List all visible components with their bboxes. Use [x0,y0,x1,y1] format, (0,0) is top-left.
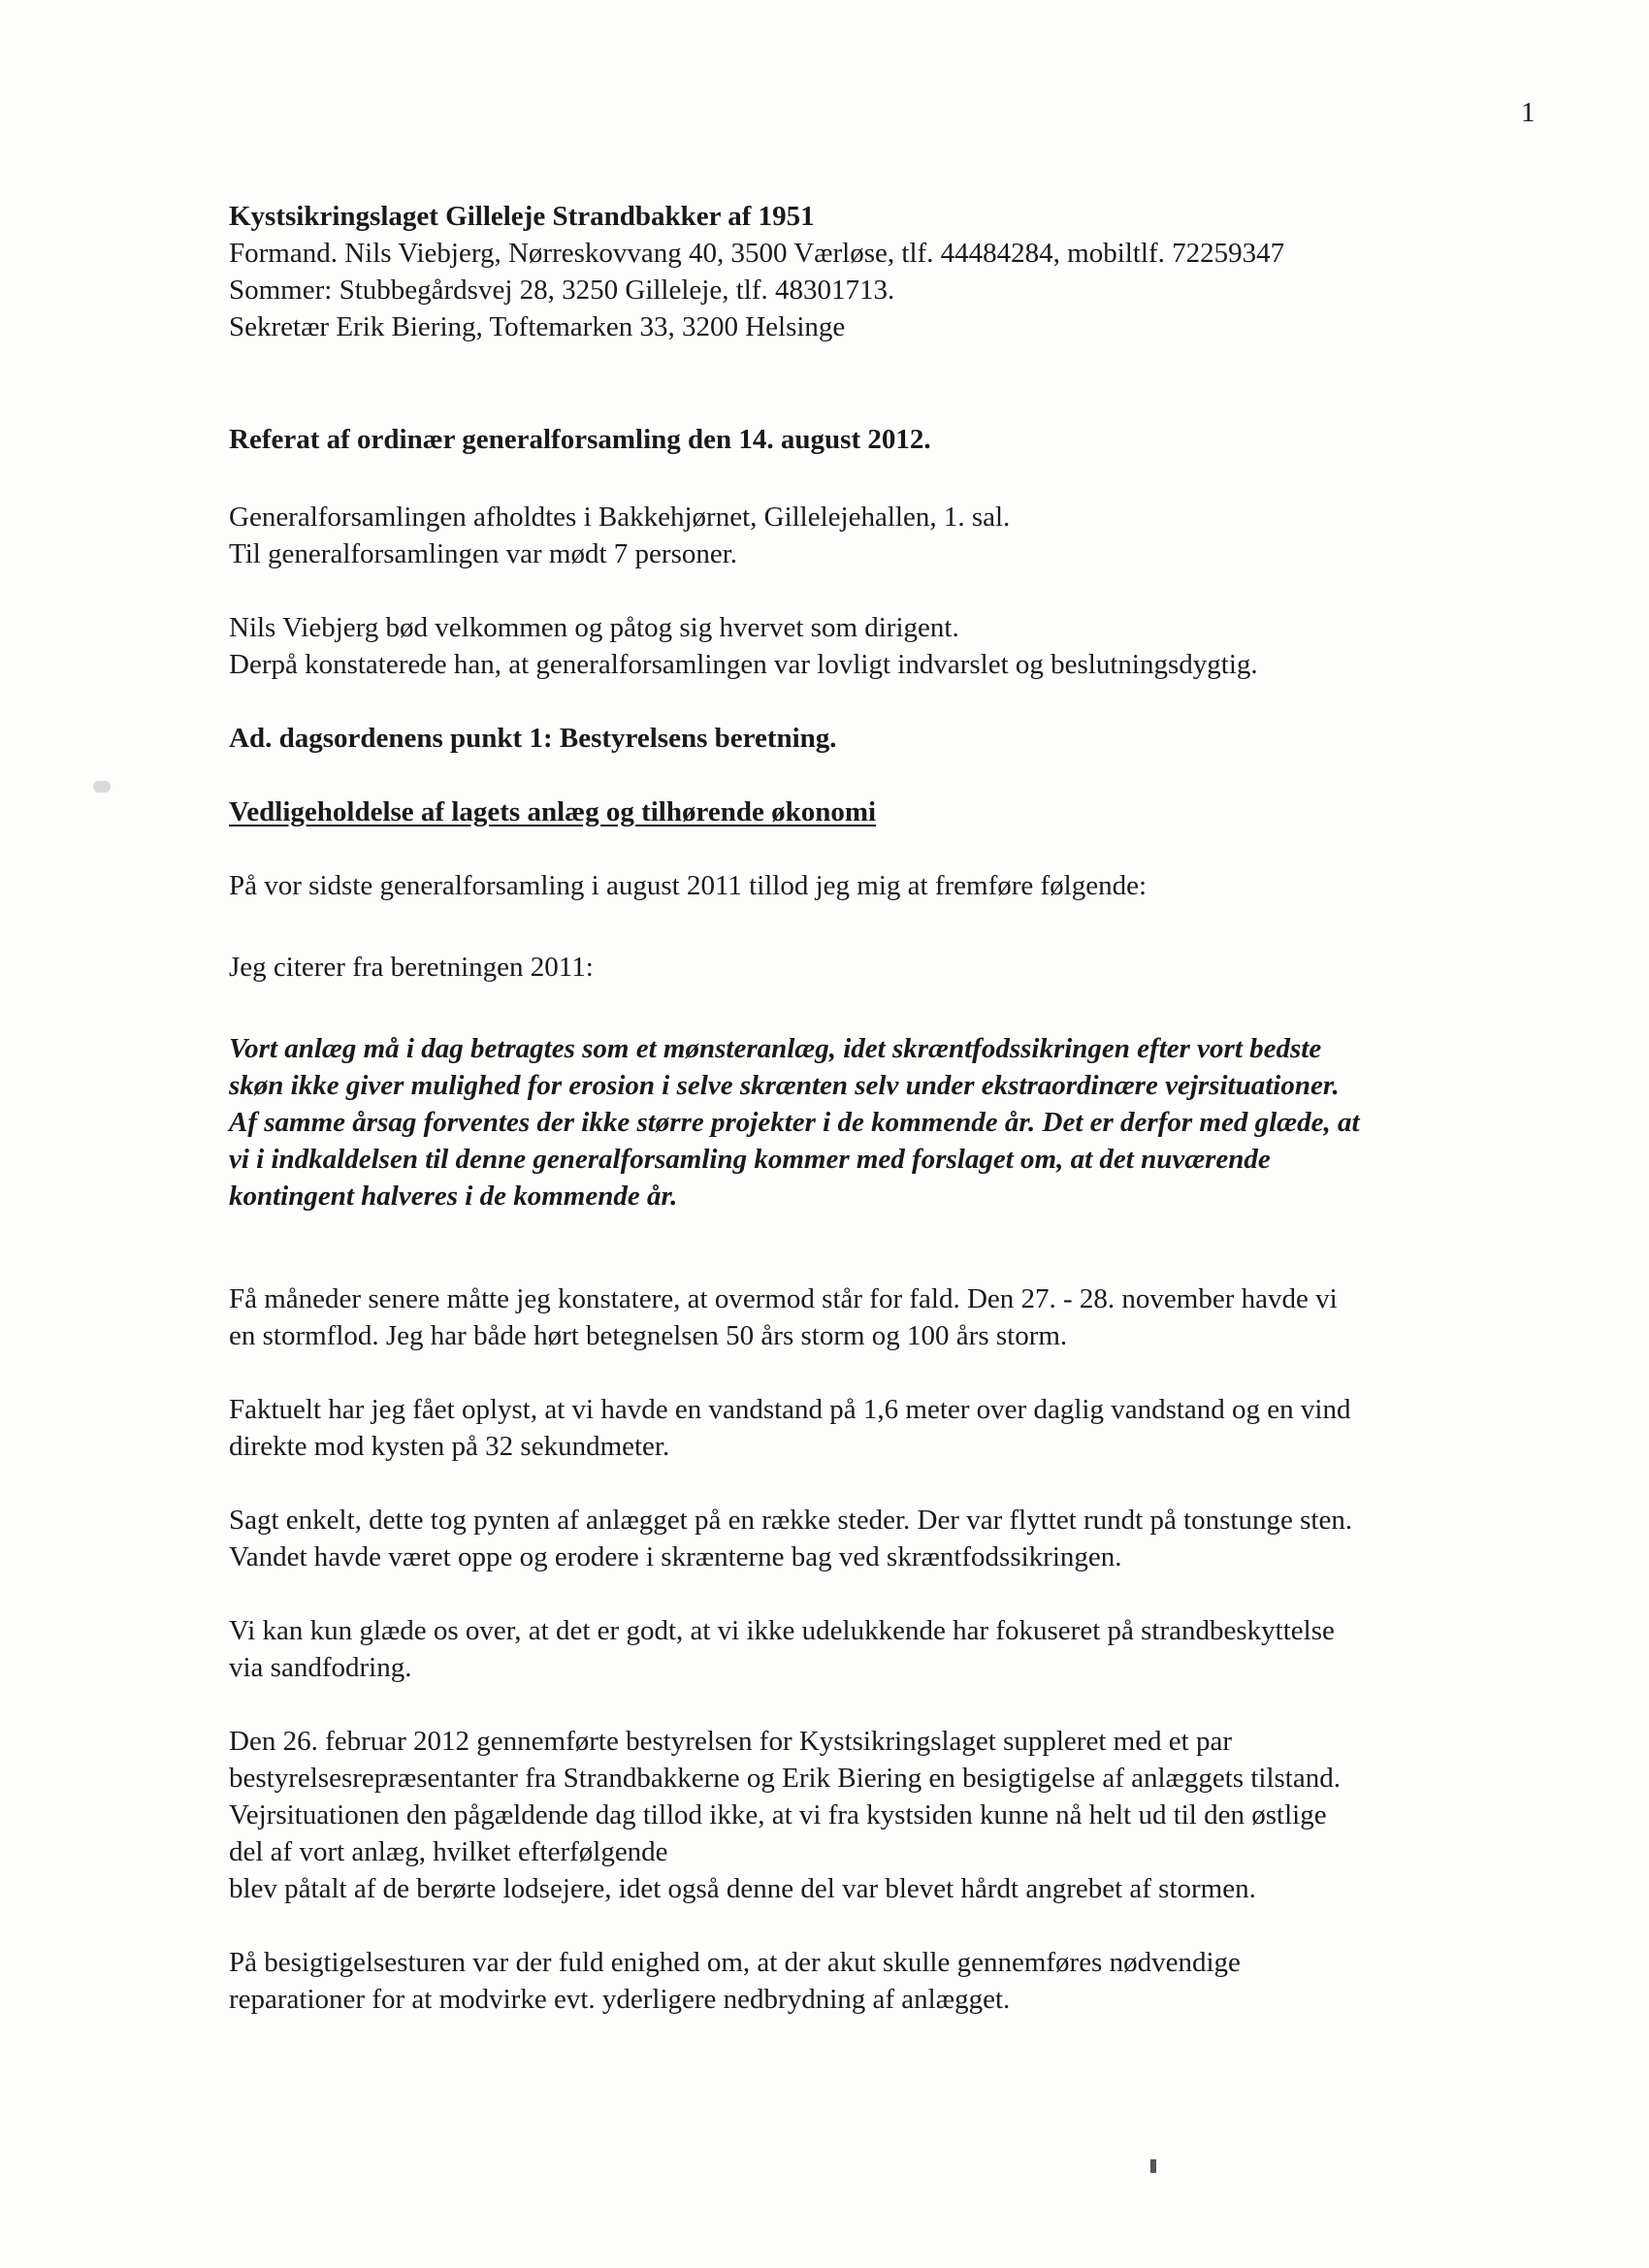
venue-line-2: Til generalforsamlingen var mødt 7 personer. [229,538,738,569]
quote-block [229,1030,1548,1215]
scan-mark [1150,2159,1156,2173]
organization-name: Kystsikringslaget Gilleleje Strandbakker af 1951 [229,201,815,232]
opening-line-1: Nils Viebjerg bød velkommen og påtog sig hvervet som dirigent. [229,612,959,643]
paragraph-line: reparationer for at modvirke evt. yderligere nedbrydning af anlægget. [229,1984,1011,2015]
quote-line: vi i indkaldelsen til denne generalforsamling kommer med forslaget om, at det nuværende [229,1144,1271,1175]
quote-line: Vort anlæg må i dag betragtes som et mønsteranlæg, idet skræntfodssikringen efter vort bedste [229,1033,1322,1064]
paragraph-line: På besigtigelsesturen var der fuld enighed om, at der akut skulle gennemføres nødvendige [229,1947,1241,1978]
paragraph-line: Vi kan kun glæde os over, at det er godt, at vi ikke udelukkende har fokuseret på strandbeskyttelse [229,1615,1335,1646]
paragraph [229,1612,1548,1686]
quote-line: kontingent halveres i de kommende år. [229,1181,678,1212]
venue-paragraph [229,499,1548,572]
paragraph-line: Vandet havde været oppe og erodere i skrænterne bag ved skræntfodssikringen. [229,1541,1122,1572]
paragraph-line: en stormflod. Jeg har både hørt betegnelsen 50 års storm og 100 års storm. [229,1320,1068,1351]
paragraph-line: via sandfodring. [229,1652,412,1683]
letterhead [229,198,1548,345]
section-heading: Vedligeholdelse af lagets anlæg og tilhørende økonomi [229,796,877,827]
agenda-heading: Ad. dagsordenens punkt 1: Bestyrelsens beretning. [229,723,837,754]
venue-line-1: Generalforsamlingen afholdtes i Bakkehjørnet, Gillelejehallen, 1. sal. [229,502,1011,533]
quote-line: skøn ikke giver mulighed for erosion i selve skrænten selv under ekstraordinære vejrsituationer. [229,1070,1340,1101]
paragraph-line: bestyrelsesrepræsentanter fra Strandbakkerne og Erik Biering en besigtigelse af anlæggets tilstand. [229,1763,1341,1794]
paragraph-line: Få måneder senere måtte jeg konstatere, at overmod står for fald. Den 27. - 28. november havde vi [229,1283,1338,1314]
paragraph-line: Sagt enkelt, dette tog pynten af anlægget på en række steder. Der var flyttet rundt på tonstunge sten. [229,1505,1353,1536]
secretary-line: Sekretær Erik Biering, Toftemarken 33, 3200 Helsinge [229,311,846,342]
paragraph [229,1280,1548,1354]
page-number: 1 [1521,97,1536,128]
quote-line: Af samme årsag forventes der ikke større projekter i de kommende år. Det er derfor med glæde, at [229,1107,1360,1138]
paragraph-line: del af vort anlæg, hvilket efterfølgende [229,1836,668,1867]
paragraph [229,1391,1548,1465]
paragraph [229,1723,1548,1907]
document-title: Referat af ordinær generalforsamling den 14. august 2012. [229,424,931,455]
paragraph-line: Vejrsituationen den pågældende dag tillod ikke, at vi fra kystsiden kunne nå helt ud til den østlige [229,1799,1327,1831]
paragraph [229,1944,1548,2018]
paragraph-line: direkte mod kysten på 32 sekundmeter. [229,1431,670,1462]
paragraph-line: blev påtalt af de berørte lodsejere, idet også denne del var blevet hårdt angrebet af stormen. [229,1873,1256,1904]
paragraph [229,1502,1548,1575]
scan-mark [93,781,111,793]
document-body [229,198,1548,2018]
quote-intro: Jeg citerer fra beretningen 2011: [229,952,594,983]
paragraph-line: Den 26. februar 2012 gennemførte bestyrelsen for Kystsikringslaget suppleret med et par [229,1726,1233,1757]
paragraph-line: Faktuelt har jeg fået oplyst, at vi havde en vandstand på 1,6 meter over daglig vandstand og en vind [229,1394,1351,1425]
chairman-line: Formand. Nils Viebjerg, Nørreskovvang 40, 3500 Værløse, tlf. 44484284, mobiltlf. 72259347 [229,238,1285,269]
opening-paragraph [229,609,1548,683]
opening-line-2: Derpå konstaterede han, at generalforsamlingen var lovligt indvarslet og beslutningsdygtig. [229,649,1258,680]
summer-address-line: Sommer: Stubbegårdsvej 28, 3250 Gilleleje, tlf. 48301713. [229,275,895,306]
intro-paragraph: På vor sidste generalforsamling i august 2011 tillod jeg mig at fremføre følgende: [229,870,1148,901]
